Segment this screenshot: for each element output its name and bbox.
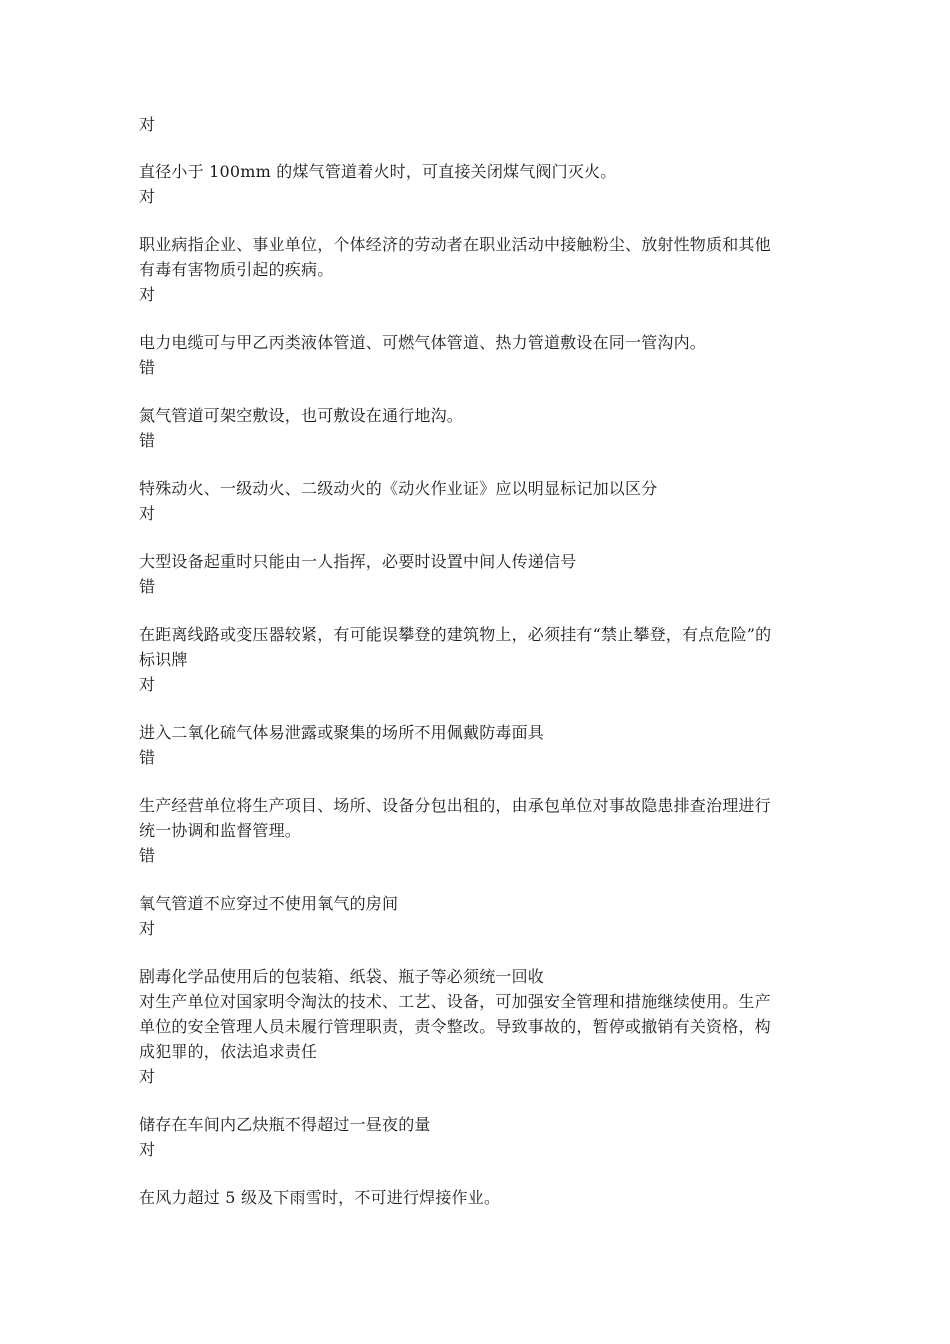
question-line: 电力电缆可与甲乙丙类液体管道、可燃气体管道、热力管道敷设在同一管沟内。 bbox=[139, 333, 707, 352]
question-line: 在风力超过 5 级及下雨雪时，不可进行焊接作业。 bbox=[139, 1188, 501, 1207]
answer-line: 对 bbox=[139, 675, 156, 694]
answer-line: 对 bbox=[139, 285, 156, 304]
answer-line: 对 bbox=[139, 1067, 156, 1086]
question-line: 特殊动火、一级动火、二级动火的《动火作业证》应以明显标记加以区分 bbox=[139, 479, 658, 498]
question-line: 统一协调和监督管理。 bbox=[139, 821, 302, 840]
question-line: 直径小于 100mm 的煤气管道着火时，可直接关闭煤气阀门灭火。 bbox=[139, 162, 617, 181]
question-line: 剧毒化学品使用后的包装箱、纸袋、瓶子等必须统一回收 bbox=[139, 967, 545, 986]
answer-line: 错 bbox=[139, 577, 156, 596]
answer-line: 错 bbox=[139, 846, 156, 865]
answer-line: 对 bbox=[139, 115, 156, 134]
answer-line: 对 bbox=[139, 504, 156, 523]
question-line: 大型设备起重时只能由一人指挥，必要时设置中间人传递信号 bbox=[139, 552, 577, 571]
question-line: 在距离线路或变压器较紧，有可能误攀登的建筑物上，必须挂有“禁止攀登，有点危险”的 bbox=[139, 625, 772, 644]
question-line: 成犯罪的，依法追求责任 bbox=[139, 1042, 318, 1061]
question-line: 生产经营单位将生产项目、场所、设备分包出租的，由承包单位对事故隐患排查治理进行 bbox=[139, 796, 771, 815]
answer-line: 错 bbox=[139, 358, 156, 377]
question-line: 对生产单位对国家明令淘汰的技术、工艺、设备，可加强安全管理和措施继续使用。生产 bbox=[139, 992, 771, 1011]
question-line: 单位的安全管理人员未履行管理职责，责令整改。导致事故的，暂停或撤销有关资格，构 bbox=[139, 1017, 771, 1036]
answer-line: 对 bbox=[139, 1140, 156, 1159]
question-line: 氧气管道不应穿过不使用氧气的房间 bbox=[139, 894, 399, 913]
answer-line: 对 bbox=[139, 187, 156, 206]
question-line: 职业病指企业、事业单位，个体经济的劳动者在职业活动中接触粉尘、放射性物质和其他 bbox=[139, 235, 771, 254]
question-line: 标识牌 bbox=[139, 650, 188, 669]
answer-line: 对 bbox=[139, 919, 156, 938]
answer-line: 错 bbox=[139, 431, 156, 450]
question-line: 有毒有害物质引起的疾病。 bbox=[139, 260, 334, 279]
answer-line: 错 bbox=[139, 748, 156, 767]
question-line: 氮气管道可架空敷设，也可敷设在通行地沟。 bbox=[139, 406, 464, 425]
question-line: 进入二氧化硫气体易泄露或聚集的场所不用佩戴防毒面具 bbox=[139, 723, 545, 742]
question-line: 储存在车间内乙炔瓶不得超过一昼夜的量 bbox=[139, 1115, 431, 1134]
